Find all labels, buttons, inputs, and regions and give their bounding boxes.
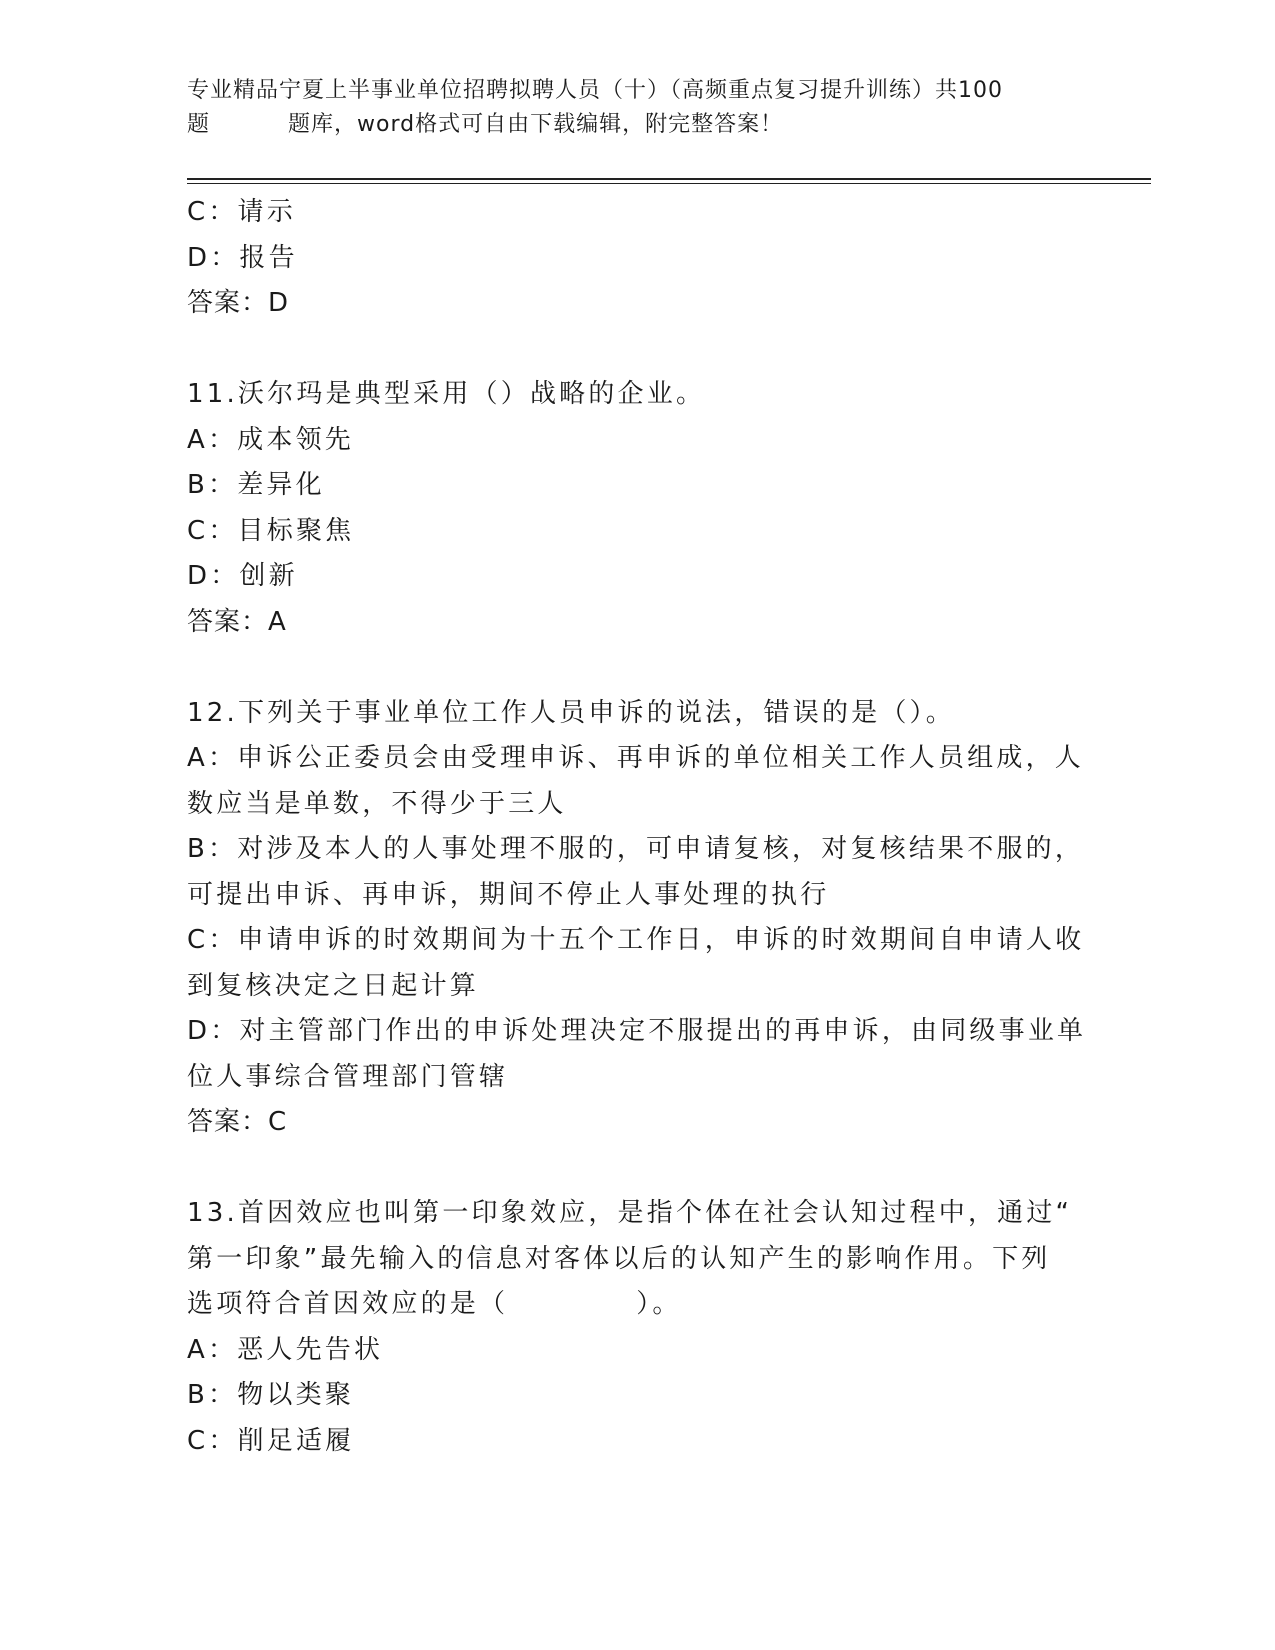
answer: 答案：A <box>187 606 287 637</box>
answer: 答案：C <box>187 1107 288 1137</box>
option-b: B：物以类聚 <box>187 1380 355 1410</box>
question-stem-line-3-right: ）。 <box>636 1289 682 1319</box>
question-stem-line-3 <box>187 1282 1067 1328</box>
document-header <box>187 74 1087 142</box>
question-spacer <box>187 327 1067 373</box>
header-title-line-2-right: 题库，word格式可自由下载编辑，附完整答案！ <box>288 112 784 137</box>
previous-question <box>187 190 1067 327</box>
question-stem-line-1: 13.首因效应也叫第一印象效应，是指个体在社会认知过程中，通过“ <box>187 1198 1073 1228</box>
option-a-line-1: A：申诉公正委员会由受理申诉、再申诉的单位相关工作人员组成，人 <box>187 743 1084 773</box>
option-d-line-2: 位人事综合管理部门管辖 <box>187 1061 509 1092</box>
question-stem-line-2: 第一印象”最先输入的信息对客体以后的认知产生的影响作用。下列 <box>187 1243 1051 1274</box>
option-a: A：恶人先告状 <box>187 1334 384 1365</box>
question-stem-line-3-left: 选项符合首因效应的是（ <box>187 1289 509 1319</box>
option-c: C：削足适履 <box>187 1425 355 1456</box>
option-c: C：目标聚焦 <box>187 515 355 546</box>
option-c-line-2: 到复核决定之日起计算 <box>187 970 480 1001</box>
header-title-line-2-left: 题 <box>187 112 211 137</box>
header-title-line-2 <box>187 108 1087 142</box>
header-divider-thin <box>187 183 1151 184</box>
option-d-line-1: D：对主管部门作出的申诉处理决定不服提出的再申诉，由同级事业单 <box>187 1016 1087 1046</box>
question-stem: 12.下列关于事业单位工作人员申诉的说法，错误的是（）。 <box>187 697 955 728</box>
question-11 <box>187 372 1067 645</box>
option-b-line-1: B：对涉及本人的人事处理不服的，可申请复核，对复核结果不服的， <box>187 834 1085 864</box>
option-b-line-2: 可提出申诉、再申诉，期间不停止人事处理的执行 <box>187 879 830 910</box>
question-spacer <box>187 1146 1067 1192</box>
question-list <box>187 190 1087 1464</box>
option-d: D：创新 <box>187 561 298 591</box>
option-a-line-2: 数应当是单数，不得少于三人 <box>187 788 567 819</box>
header-title-line-1: 专业精品宁夏上半事业单位招聘拟聘人员（十）（高频重点复习提升训练）共100 <box>187 78 1003 103</box>
option-c-line-1: C：申请申诉的时效期间为十五个工作日，申诉的时效期间自申请人收 <box>187 925 1085 955</box>
question-13 <box>187 1191 1073 1464</box>
answer: 答案：D <box>187 288 290 318</box>
option-b: B：差异化 <box>187 470 325 500</box>
option-c: C：请示 <box>187 197 296 227</box>
option-d: D：报告 <box>187 242 298 273</box>
question-spacer <box>187 645 1067 691</box>
question-stem: 11.沃尔玛是典型采用（）战略的企业。 <box>187 379 706 409</box>
question-12 <box>187 691 1087 1146</box>
header-divider-thick <box>187 178 1151 180</box>
option-a: A：成本领先 <box>187 424 354 455</box>
header-gap <box>210 108 288 142</box>
